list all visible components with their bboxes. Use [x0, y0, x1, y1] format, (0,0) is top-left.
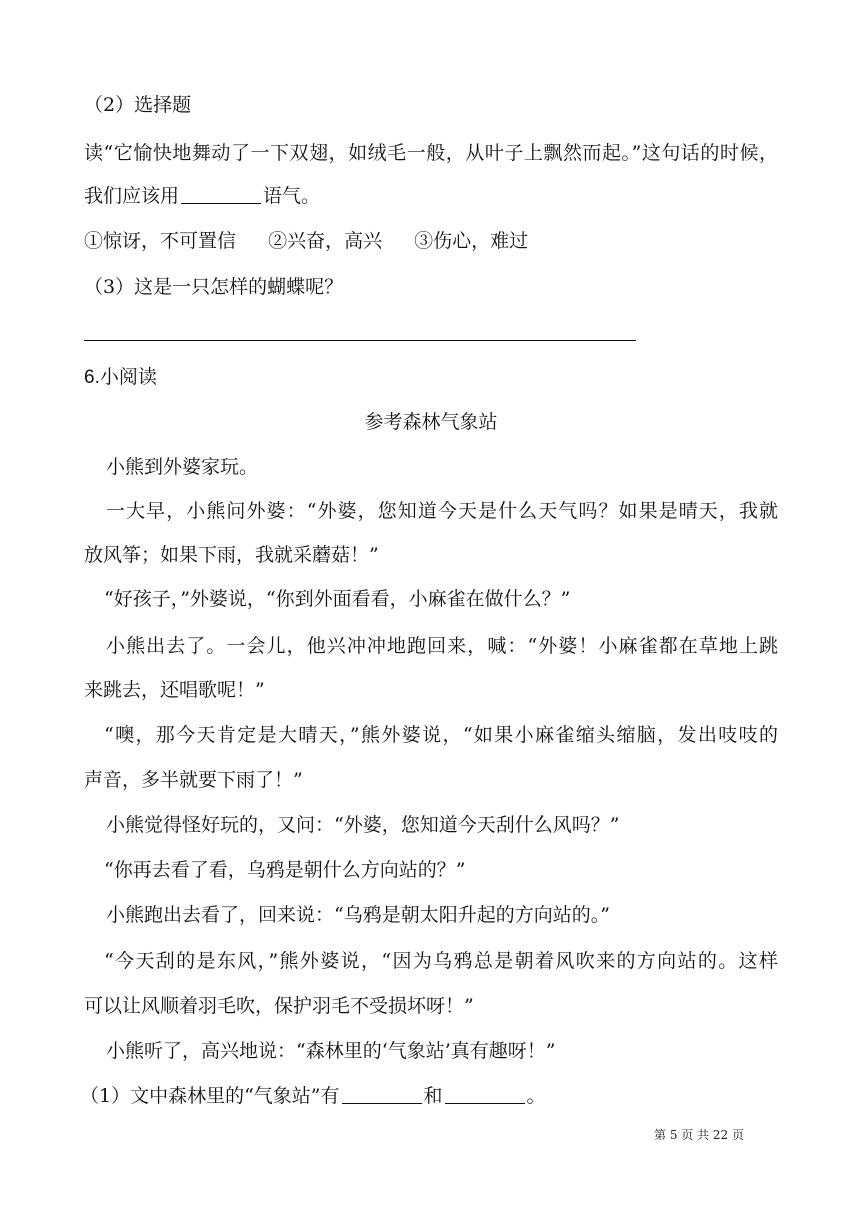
option-1[interactable]: ①惊讶，不可置信	[84, 230, 237, 252]
q2-options	[84, 228, 528, 254]
paragraph: 来跳去，还唱歌呢！”	[84, 679, 265, 701]
passage-title: 参考森林气象站	[364, 411, 498, 433]
paragraph: 可以让风顺着羽毛吹，保护羽毛不受损坏呀！”	[84, 995, 474, 1017]
paragraph: 小熊出去了。一会儿，他兴冲冲地跑回来，喊：“外婆！小麻雀都在草地上跳	[106, 635, 778, 657]
option-2[interactable]: ②兴奋，高兴	[268, 230, 383, 252]
page-number: 第 5 页 共 22 页	[654, 1128, 744, 1142]
paragraph: 小熊听了，高兴地说：“森林里的‘气象站’真有趣呀！”	[106, 1040, 556, 1062]
q2-stem-after: 语气。	[263, 185, 321, 207]
q3-answer-line[interactable]	[84, 340, 636, 341]
paragraph: 声音，多半就要下雨了！”	[84, 769, 303, 791]
q2-stem-before: 我们应该用	[84, 185, 180, 207]
paragraph: 一大早，小熊问外婆：“外婆，您知道今天是什么天气吗？如果是晴天，我就	[106, 500, 778, 522]
q2-stem-line2	[84, 183, 320, 209]
q1-before: （1）文中森林里的“气象站”有	[80, 1085, 340, 1107]
q1-middle: 和	[423, 1085, 443, 1107]
section-heading: 6.小阅读	[84, 367, 157, 388]
paragraph: 小熊跑出去看了，回来说：“乌鸦是朝太阳升起的方向站的。”	[106, 904, 610, 926]
answer-blank[interactable]	[181, 185, 261, 204]
paragraph: 小熊觉得怪好玩的，又问：“外婆，您知道今天刮什么风吗？”	[106, 814, 620, 836]
option-3[interactable]: ③伤心，难过	[414, 230, 529, 252]
paragraph: 小熊到外婆家玩。	[106, 456, 259, 478]
q2-title: （2）选择题	[84, 94, 192, 116]
q3-title: （3）这是一只怎样的蝴蝶呢？	[84, 276, 344, 298]
answer-blank[interactable]	[445, 1085, 525, 1104]
q1-after: 。	[526, 1085, 546, 1107]
q1-question	[80, 1083, 546, 1109]
paragraph: “好孩子，”外婆说，“你到外面看看，小麻雀在做什么？”	[104, 588, 571, 610]
paragraph: 放风筝；如果下雨，我就采蘑菇！”	[84, 544, 379, 566]
paragraph: “你再去看了看，乌鸦是朝什么方向站的？”	[104, 859, 466, 881]
answer-blank[interactable]	[342, 1085, 422, 1104]
paragraph: “噢，那今天肯定是大晴天，”熊外婆说，“如果小麻雀缩头缩脑，发出吱吱的	[104, 724, 778, 746]
q2-stem-line1: 读“它愉快地舞动了一下双翅，如绒毛一般，从叶子上飘然而起。”这句话的时候，	[84, 142, 778, 164]
paragraph: “今天刮的是东风，”熊外婆说，“因为乌鸦总是朝着风吹来的方向站的。这样	[104, 950, 778, 972]
